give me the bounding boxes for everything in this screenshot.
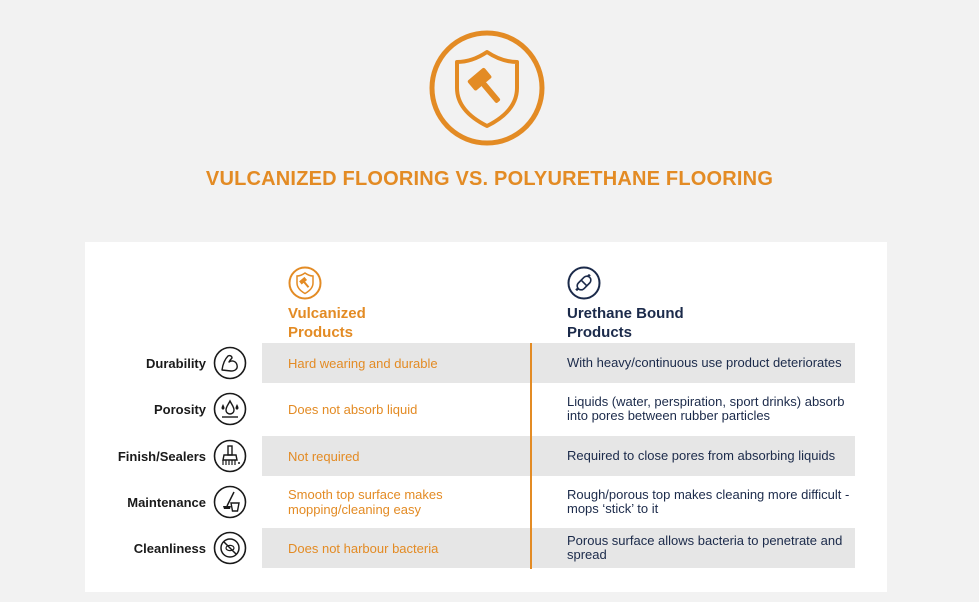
comparison-row-durability <box>85 343 887 383</box>
row-label: Durability <box>146 355 206 371</box>
comparison-row-porosity <box>85 389 887 429</box>
vulcanized-cell: Does not harbour bacteria <box>288 540 439 556</box>
paint-brush-icon <box>213 439 247 473</box>
sparkling-capsule-icon <box>567 266 601 300</box>
urethane-column-header <box>567 266 684 342</box>
urethane-cell: Required to close pores from absorbing liquids <box>567 448 836 463</box>
row-label: Maintenance <box>127 494 206 510</box>
mop-bucket-icon <box>213 485 247 519</box>
no-bacteria-icon <box>213 531 247 565</box>
vulcanized-column-header <box>288 266 366 342</box>
urethane-cell: Liquids (water, perspiration, sport drinks) absorb into pores between rubber particles <box>567 394 845 423</box>
water-drops-icon <box>213 392 247 426</box>
urethane-cell: Rough/porous top makes cleaning more difficult - mops ‘stick’ to it <box>567 487 850 516</box>
comparison-row-finish-sealers <box>85 436 887 476</box>
vulcanized-cell: Does not absorb liquid <box>288 401 418 417</box>
row-label: Finish/Sealers <box>117 448 206 464</box>
urethane-cell: With heavy/continuous use product deteriorates <box>567 355 842 370</box>
column-divider <box>530 343 532 569</box>
hammer-shield-icon <box>288 266 322 300</box>
row-label: Porosity <box>153 401 206 417</box>
page-title: VULCANIZED FLOORING VS. POLYURETHANE FLOORING <box>205 168 774 190</box>
vulcanized-column-label: Vulcanized Products <box>288 305 366 341</box>
urethane-column-label: Urethane Bound Products <box>567 305 684 341</box>
comparison-row-maintenance <box>85 482 887 522</box>
hammer-shield-icon <box>429 30 545 146</box>
row-label: Cleanliness <box>133 540 206 556</box>
vulcanized-cell: Hard wearing and durable <box>288 355 438 371</box>
vulcanized-cell: Not required <box>288 448 360 464</box>
flexed-arm-icon <box>213 346 247 380</box>
comparison-card <box>85 242 887 592</box>
vulcanized-cell: Smooth top surface makes mopping/cleaning easy <box>288 487 443 517</box>
urethane-cell: Porous surface allows bacteria to penetrate and spread <box>567 533 843 562</box>
comparison-row-cleanliness <box>85 528 887 568</box>
